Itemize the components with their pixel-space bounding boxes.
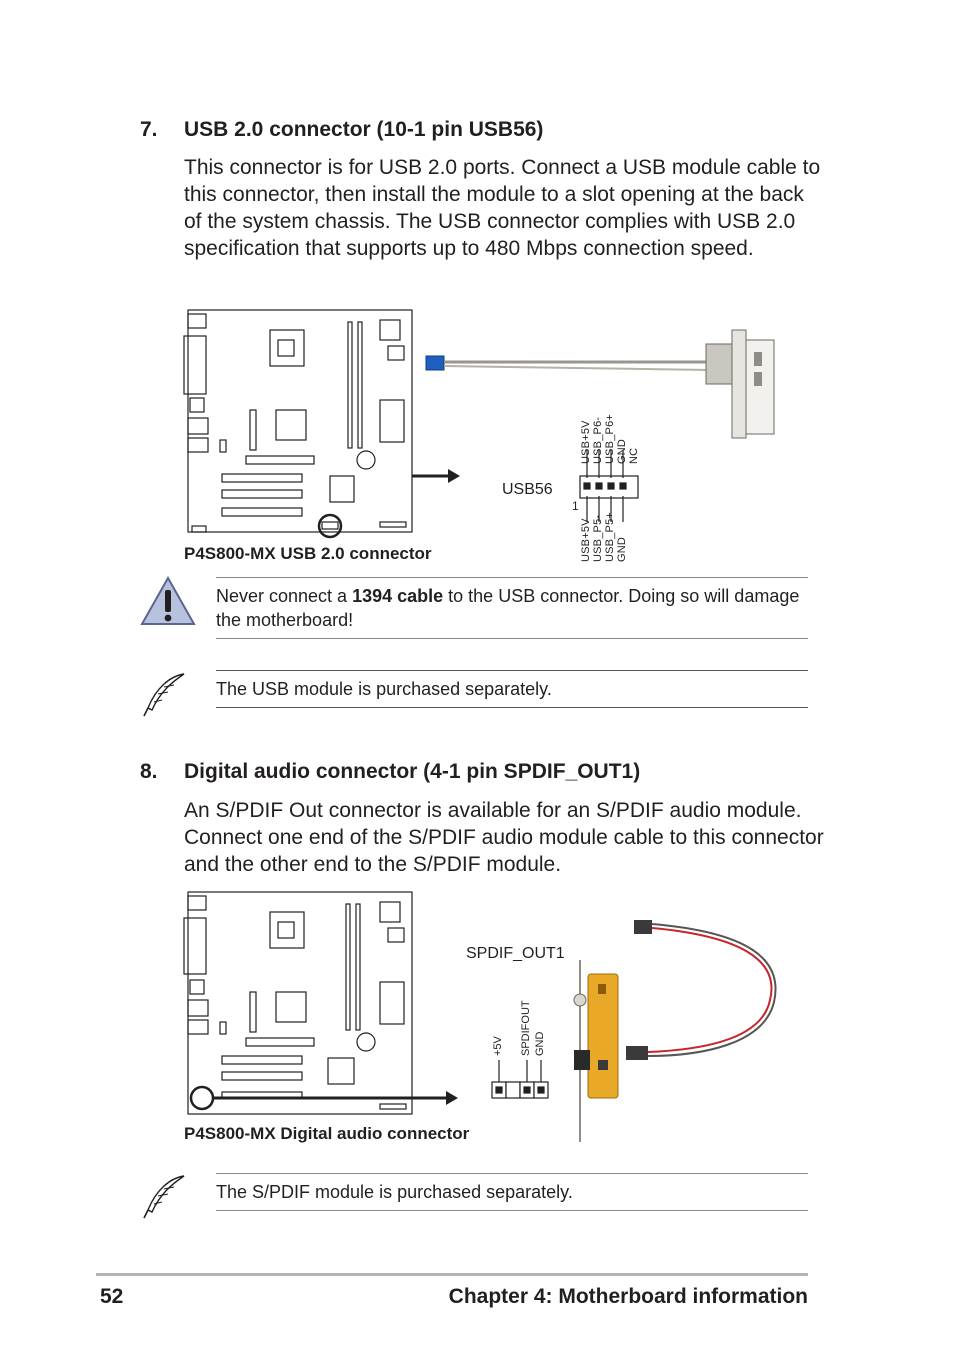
- section-8-number: 8.: [140, 760, 158, 783]
- spdif-connector-figure: [180, 880, 800, 1150]
- usb-connector-figure: [180, 300, 800, 570]
- pin-label-bottom-3: USB_P5+: [604, 511, 616, 562]
- section-7-number: 7.: [140, 118, 158, 141]
- pin-label-top-2: USB_P6-: [592, 416, 604, 464]
- feather-quill-icon: [140, 670, 188, 718]
- section-7-body: This connector is for USB 2.0 ports. Connect a USB module cable to this connector, then install the module to a slot opening at the back of the system chassis. The USB connector complies with USB 2.0 specification that supports up to 480 Mbps connection speed.: [184, 156, 821, 260]
- warning-text: [216, 584, 816, 632]
- warning-rule-bottom: [216, 638, 808, 639]
- spdif-pin-label-2: SPDIFOUT: [520, 1000, 532, 1056]
- spdif-pin-label-3: GND: [534, 1031, 546, 1056]
- pointer-arrow-head: [448, 469, 460, 483]
- section-8-title: Digital audio connector (4-1 pin SPDIF_OUT1): [184, 760, 641, 783]
- note-2-text: The S/PDIF module is purchased separately.: [216, 1182, 573, 1202]
- pin-label-bottom-4: GND: [616, 536, 628, 562]
- note-2-rule-bottom: [216, 1210, 808, 1211]
- feather-quill-icon: [140, 1172, 188, 1220]
- pin-label-bottom-2: USB_P5-: [592, 514, 604, 562]
- pin-label-top-3: USB_P6+: [604, 413, 616, 464]
- spdif-module-board: [574, 960, 618, 1142]
- usb56-label: USB56: [502, 481, 553, 498]
- pin-label-top-4: GND: [616, 438, 628, 464]
- pointer-arrow-head: [446, 1091, 458, 1105]
- pin-label-top-1: USB+5V: [580, 420, 592, 464]
- warning-rule-top: [216, 577, 808, 578]
- spdif-out1-label: SPDIF_OUT1: [466, 945, 565, 962]
- note-1-rule-top: [216, 670, 808, 671]
- page-number: 52: [100, 1285, 124, 1308]
- note-1-text: The USB module is purchased separately.: [216, 679, 552, 699]
- spdif-cable: [626, 920, 776, 1060]
- warning-triangle-icon: [140, 576, 196, 626]
- note-2-rule-top: [216, 1173, 808, 1174]
- warning-bold: 1394 cable: [352, 586, 444, 606]
- spdif-pin-header: [492, 1060, 548, 1098]
- warning-prefix: Never connect a: [216, 586, 353, 606]
- pin-label-bottom-1: USB+5V: [580, 518, 592, 562]
- pin-label-top-5: NC: [628, 447, 640, 464]
- section-8-body: An S/PDIF Out connector is available for an S/PDIF audio module. Connect one end of the S/PDIF audio module cable to this connector and the other end to the S/PDIF module.: [184, 799, 824, 876]
- note-1-rule-bottom: [216, 707, 808, 708]
- usb-figure-caption: P4S800-MX USB 2.0 connector: [184, 544, 432, 563]
- spdif-figure-caption: P4S800-MX Digital audio connector: [184, 1124, 470, 1143]
- motherboard-layout-spdif: [184, 892, 412, 1114]
- chapter-title: Chapter 4: Motherboard information: [448, 1285, 808, 1308]
- pin-one-marker: 1: [572, 499, 579, 513]
- section-7-title: USB 2.0 connector (10-1 pin USB56): [184, 118, 544, 141]
- warning-suffix: to the USB connector. Doing so will damage the motherboard!: [216, 586, 800, 630]
- spdif-pin-label-1: +5V: [492, 1036, 504, 1056]
- footer-rule: [96, 1273, 808, 1276]
- motherboard-layout-usb: [184, 310, 412, 537]
